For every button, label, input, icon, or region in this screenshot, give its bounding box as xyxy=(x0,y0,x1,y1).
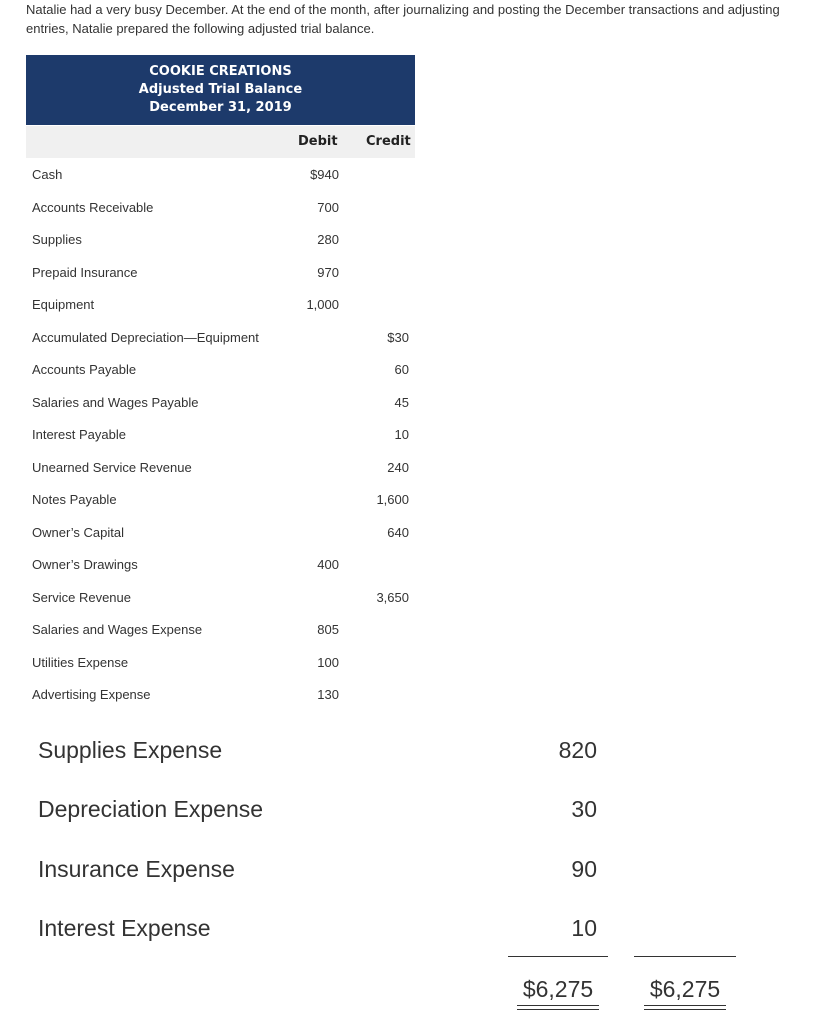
statement-date: December 31, 2019 xyxy=(149,100,292,115)
expense-account-name: Insurance Expense xyxy=(38,856,235,882)
account-name: Advertising Expense xyxy=(32,687,151,702)
account-name: Utilities Expense xyxy=(32,655,129,670)
debit-amount: 1,000 xyxy=(306,297,339,312)
credit-column-header: Credit xyxy=(366,134,411,149)
credit-amount: 10 xyxy=(394,427,409,442)
debit-amount: $940 xyxy=(310,167,339,182)
expense-debit-amount: 30 xyxy=(571,796,597,822)
debit-total-double-rule xyxy=(517,1005,599,1010)
credit-total-rule xyxy=(634,956,736,957)
expense-account-name: Supplies Expense xyxy=(38,737,223,763)
account-name: Prepaid Insurance xyxy=(32,265,138,280)
credit-total: $6,275 xyxy=(649,976,721,1002)
expense-debit-amount: 820 xyxy=(558,737,597,763)
credit-amount: 60 xyxy=(394,362,409,377)
intro-paragraph: Natalie had a very busy December. At the end of the month, after journalizing and posting the December transactions and adjusting entries, Natalie prepared the following adjusted trial balance. xyxy=(26,2,780,36)
credit-amount: 45 xyxy=(394,395,409,410)
account-name: Interest Payable xyxy=(32,427,126,442)
account-name: Owner’s Drawings xyxy=(32,557,138,572)
account-name: Supplies xyxy=(32,232,82,247)
account-name: Accumulated Depreciation—Equipment xyxy=(32,330,259,345)
expense-debit-amount: 90 xyxy=(571,856,597,882)
column-header-band xyxy=(26,126,415,158)
debit-amount: 700 xyxy=(317,200,339,215)
debit-amount: 805 xyxy=(317,622,339,637)
account-name: Accounts Receivable xyxy=(32,200,154,215)
account-name: Notes Payable xyxy=(32,492,117,507)
account-name: Salaries and Wages Payable xyxy=(32,395,199,410)
debit-amount: 400 xyxy=(317,557,339,572)
credit-amount: 1,600 xyxy=(376,492,409,507)
expense-account-name: Interest Expense xyxy=(38,915,211,941)
debit-total: $6,275 xyxy=(522,976,594,1002)
account-name: Salaries and Wages Expense xyxy=(32,622,203,637)
debit-amount: 970 xyxy=(317,265,339,280)
debit-column-header: Debit xyxy=(298,134,338,149)
debit-total-rule xyxy=(508,956,608,957)
credit-amount: $30 xyxy=(387,330,409,345)
credit-amount: 240 xyxy=(387,460,409,475)
credit-amount: 3,650 xyxy=(376,590,409,605)
credit-amount: 640 xyxy=(387,525,409,540)
account-name: Owner’s Capital xyxy=(32,525,125,540)
expense-debit-amount: 10 xyxy=(571,915,597,941)
account-name: Service Revenue xyxy=(32,590,131,605)
debit-amount: 130 xyxy=(317,687,339,702)
company-name: COOKIE CREATIONS xyxy=(149,64,292,79)
debit-amount: 100 xyxy=(317,655,339,670)
trial-balance-header xyxy=(26,55,415,125)
statement-title: Adjusted Trial Balance xyxy=(138,82,303,97)
account-name: Accounts Payable xyxy=(32,362,137,377)
account-name: Unearned Service Revenue xyxy=(32,460,192,475)
account-name: Cash xyxy=(32,167,63,182)
credit-total-double-rule xyxy=(644,1005,726,1010)
debit-amount: 280 xyxy=(317,232,339,247)
account-name: Equipment xyxy=(32,297,95,312)
expense-account-name: Depreciation Expense xyxy=(38,796,264,822)
